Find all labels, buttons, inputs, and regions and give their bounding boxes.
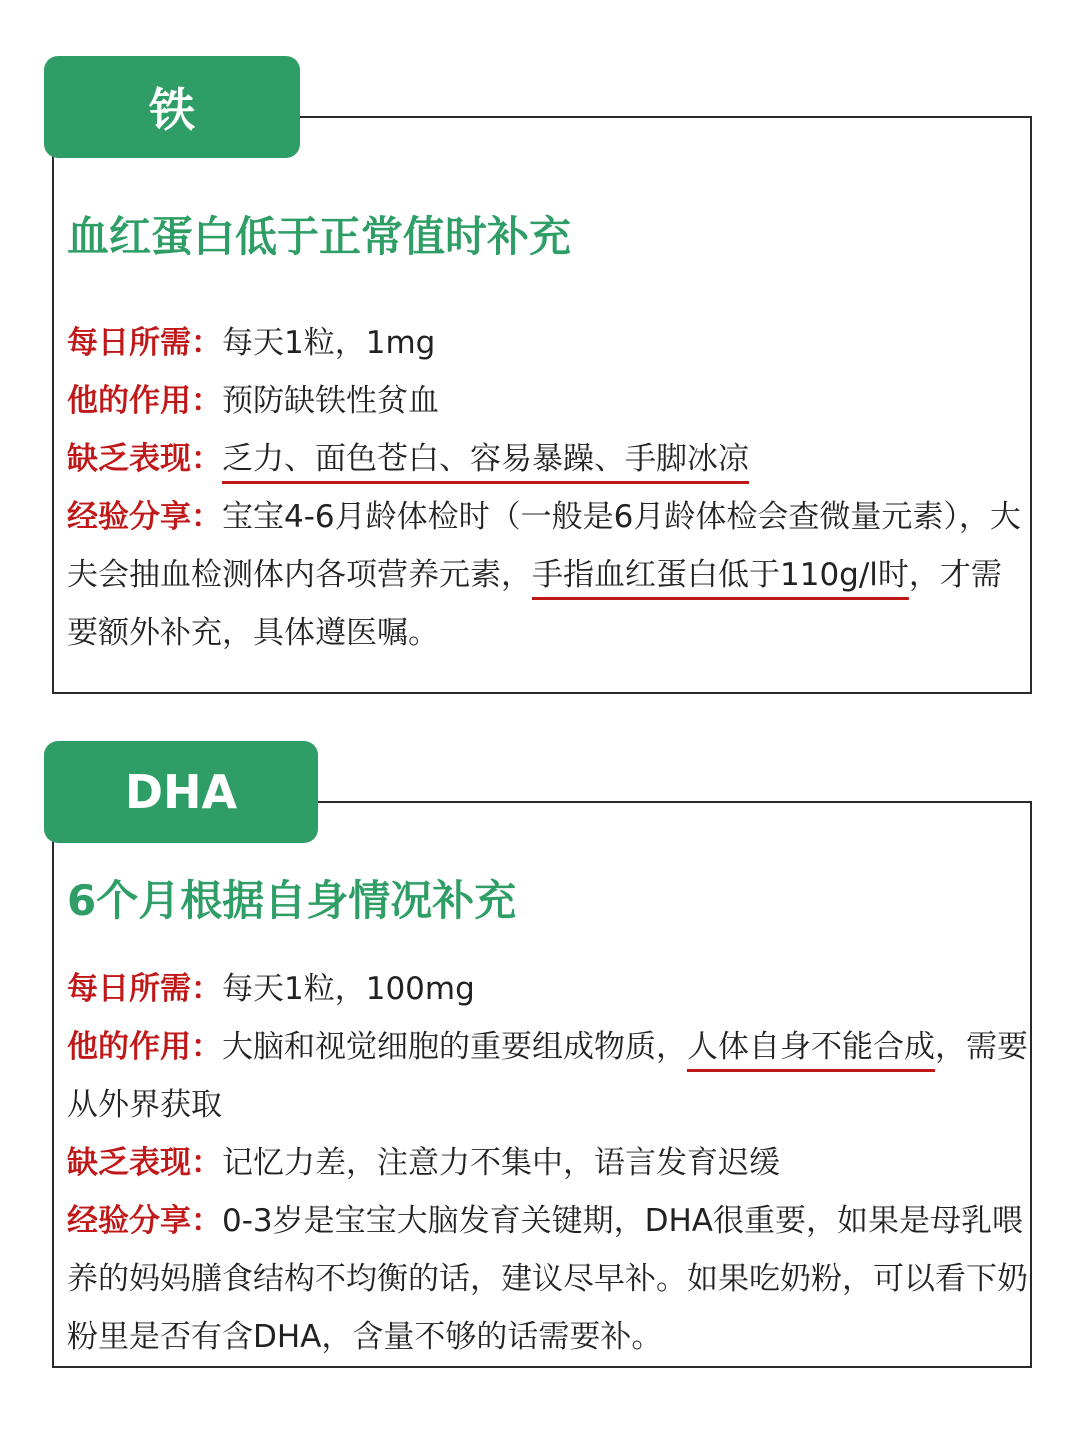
iron-lack-text: 乏力、面色苍白、容易暴躁、手脚冰凉	[222, 441, 749, 477]
iron-tag: 铁	[44, 56, 300, 158]
dha-effect-row	[67, 1018, 1032, 1134]
dha-effect-text-b: ，需要从外界获取	[67, 1029, 1028, 1123]
iron-effect-label: 他的作用：	[67, 383, 222, 419]
dha-lack-row	[67, 1134, 1032, 1192]
dha-tag: DHA	[44, 741, 318, 843]
dha-effect-underlined: 人体自身不能合成	[687, 1029, 935, 1065]
iron-share-text-b: ，才需要额外补充，具体遵医嘱。	[67, 557, 1002, 651]
dha-share-text: 0-3岁是宝宝大脑发育关键期，DHA很重要，如果是母乳喂养的妈妈膳食结构不均衡的话，建议尽早补。如果吃奶粉，可以看下奶粉里是否有含DHA，含量不够的话需要补。	[67, 1203, 1028, 1355]
iron-effect-row	[67, 372, 1032, 430]
dha-effect-text-a: 大脑和视觉细胞的重要组成物质，	[222, 1029, 687, 1065]
dha-share-row	[67, 1192, 1032, 1366]
iron-share-row	[67, 488, 1032, 662]
dha-daily-label: 每日所需：	[67, 971, 222, 1007]
dha-lack-label: 缺乏表现：	[67, 1145, 222, 1181]
iron-heading: 血红蛋白低于正常值时补充	[67, 212, 572, 261]
iron-daily-row	[67, 314, 1032, 372]
dha-effect-label: 他的作用：	[67, 1029, 222, 1065]
dha-heading: 6个月根据自身情况补充	[67, 876, 517, 925]
dha-lack-text: 记忆力差，注意力不集中，语言发育迟缓	[222, 1145, 780, 1181]
iron-effect-text: 预防缺铁性贫血	[222, 383, 439, 419]
iron-share-underlined: 手指血红蛋白低于110g/l时	[532, 557, 909, 593]
iron-lack-label: 缺乏表现：	[67, 441, 222, 477]
dha-daily-row	[67, 960, 1032, 1018]
dha-daily-text: 每天1粒，100mg	[222, 971, 475, 1007]
iron-share-label: 经验分享：	[67, 499, 222, 535]
iron-daily-text: 每天1粒，1mg	[222, 325, 436, 361]
iron-daily-label: 每日所需：	[67, 325, 222, 361]
iron-share-text-a: 宝宝4-6月龄体检时（一般是6月龄体检会查微量元素），大夫会抽血检测体内各项营养元素，	[67, 499, 1021, 593]
dha-share-label: 经验分享：	[67, 1203, 222, 1239]
iron-lack-row	[67, 430, 1032, 488]
